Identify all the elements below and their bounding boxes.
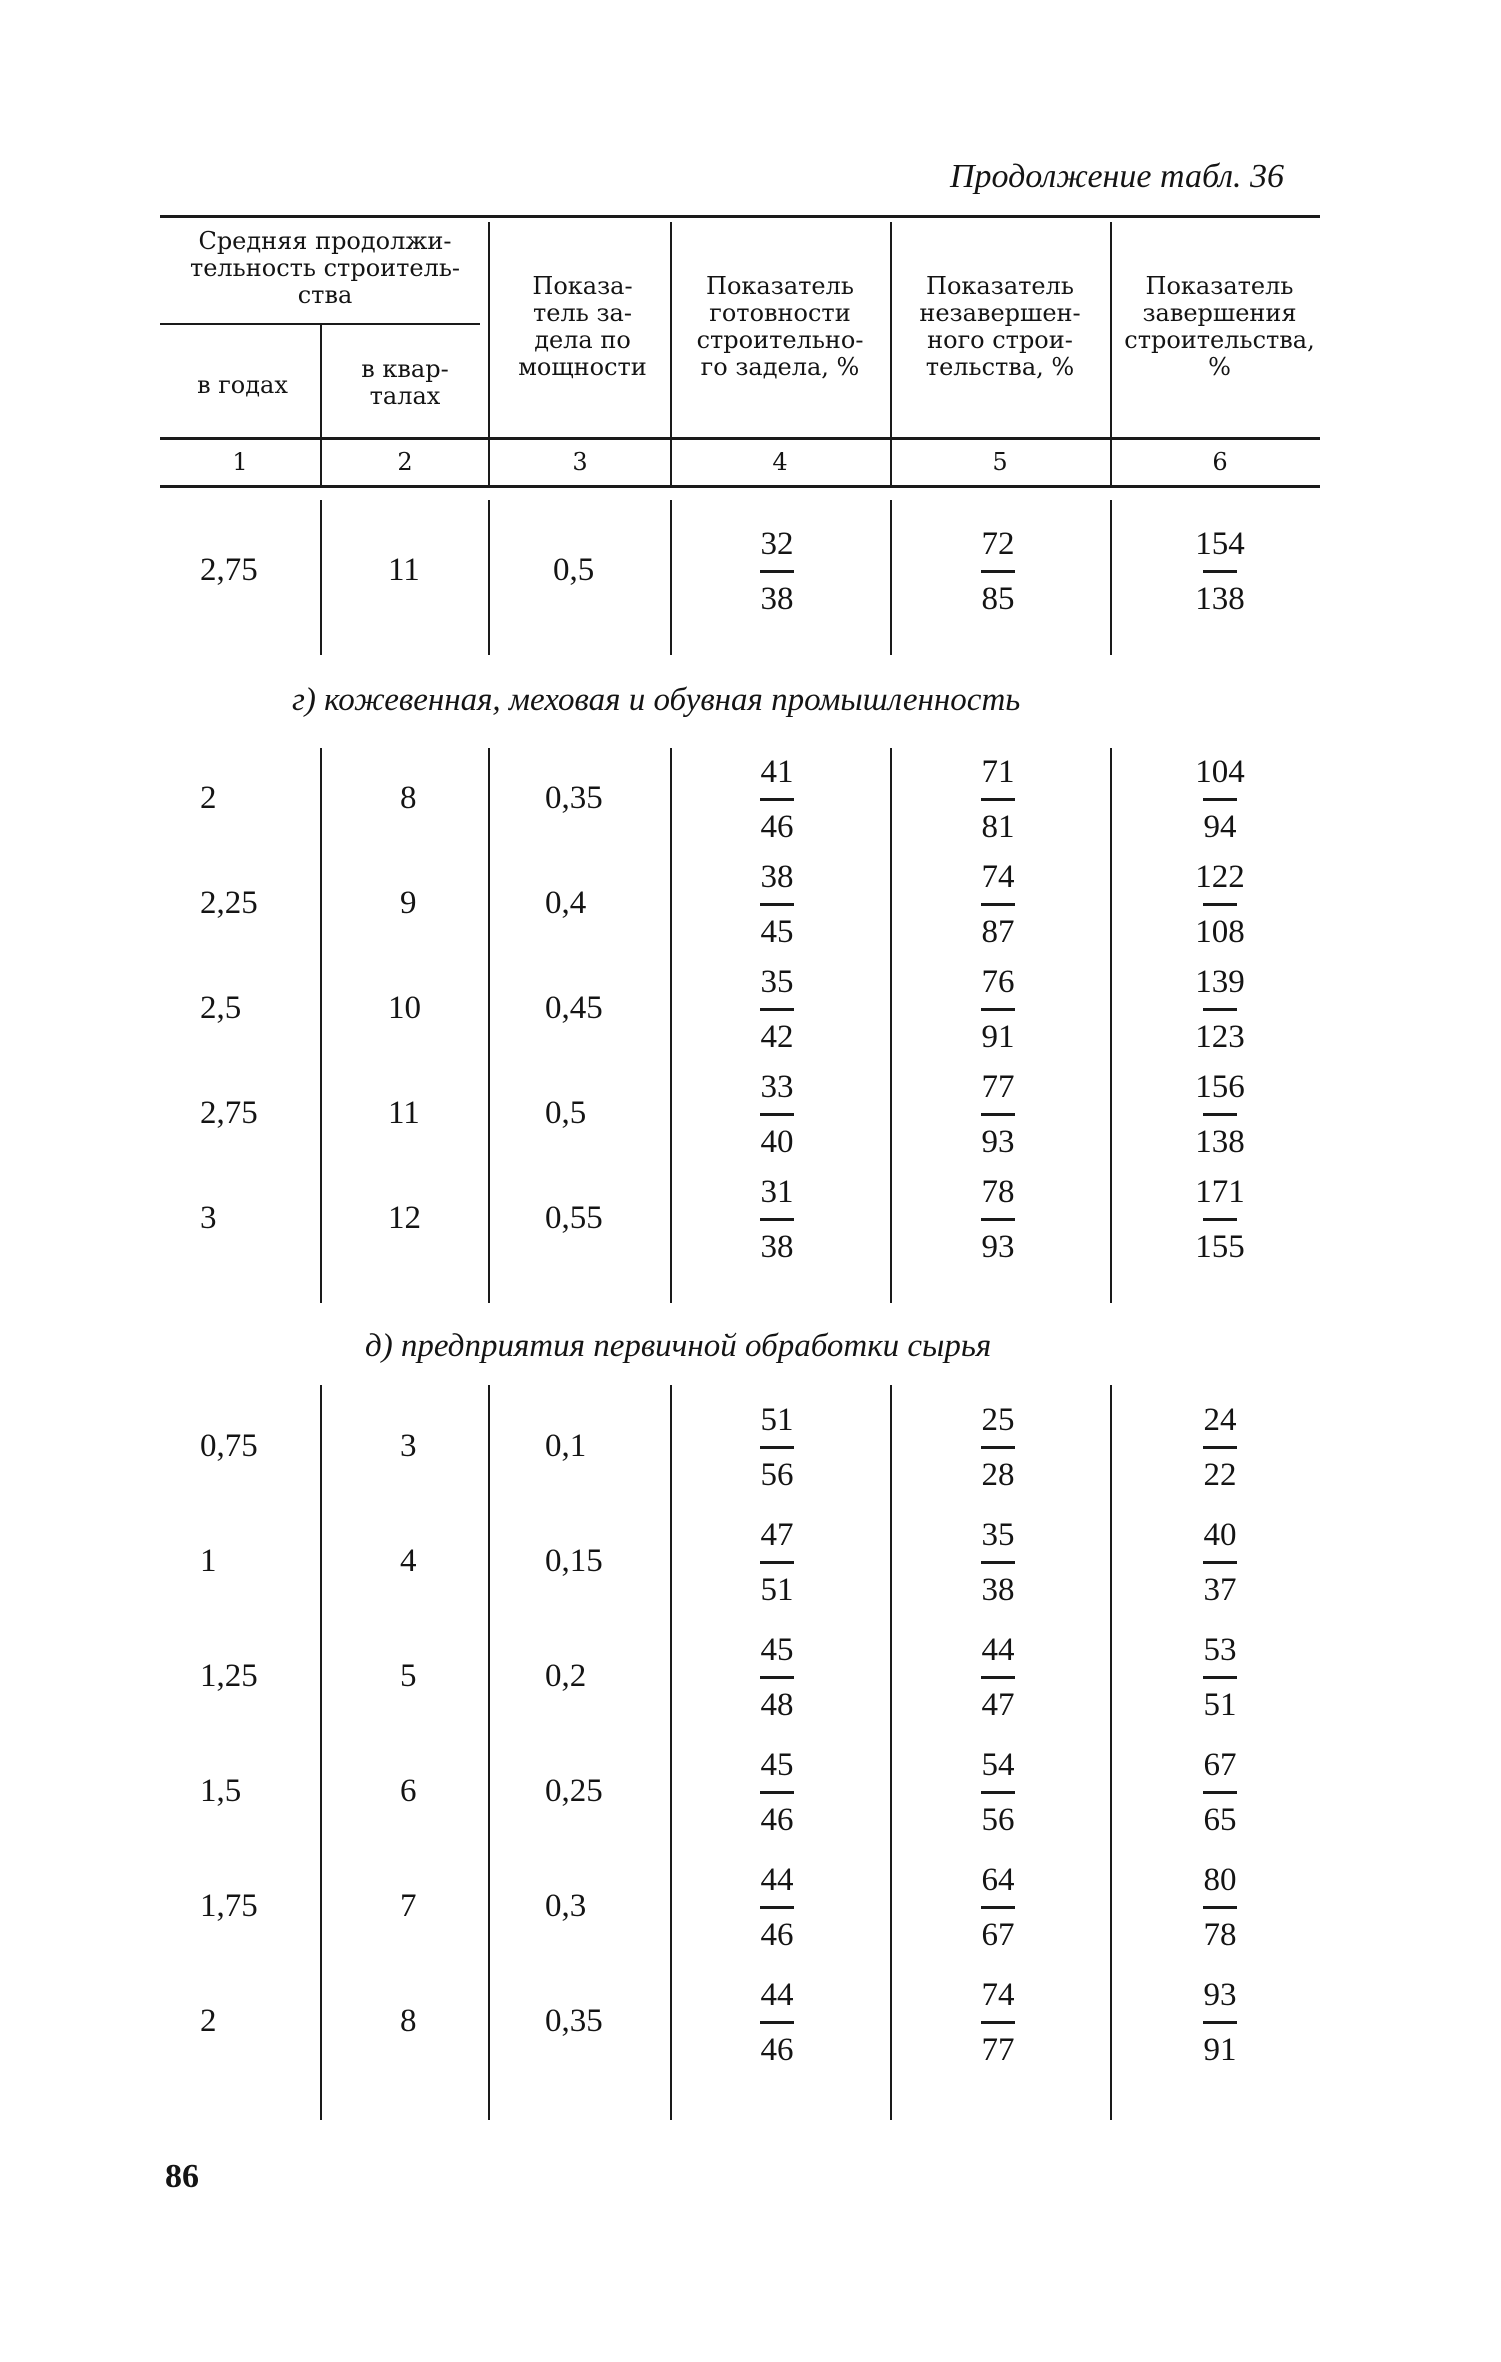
column-number: 5 (992, 448, 1008, 476)
cell-quarters: 4 (400, 1543, 417, 1579)
column-divider (890, 748, 892, 1303)
cell-years: 2,75 (200, 552, 258, 588)
column-divider (320, 500, 322, 655)
cell-readiness: 41 46 (760, 754, 794, 845)
header-reserve: Показа- тель за- дела по мощности (518, 272, 647, 381)
section-title: г) кожевенная, меховая и обувная промышленность (292, 682, 1021, 718)
cell-readiness: 45 46 (760, 1747, 794, 1838)
cell-quarters: 8 (400, 2003, 417, 2039)
column-number: 6 (1212, 448, 1228, 476)
cell-completion: 156 138 (1195, 1069, 1245, 1160)
cell-quarters: 11 (388, 552, 420, 588)
header-divider (320, 437, 322, 485)
cell-completion: 122 108 (1195, 859, 1245, 950)
header-unfinished: Показатель незавершен- ного строи- тельства, % (919, 272, 1081, 381)
cell-unfinished: 72 85 (981, 526, 1015, 617)
cell-unfinished: 35 38 (981, 1517, 1015, 1608)
cell-readiness: 31 38 (760, 1174, 794, 1265)
cell-years: 1,25 (200, 1658, 258, 1694)
header-divider (1110, 222, 1112, 485)
cell-quarters: 5 (400, 1658, 417, 1694)
section-title: д) предприятия первичной обработки сырья (365, 1328, 992, 1364)
cell-completion: 154 138 (1195, 526, 1245, 617)
cell-unfinished: 74 77 (981, 1977, 1015, 2068)
cell-readiness: 51 56 (760, 1402, 794, 1493)
column-divider (670, 500, 672, 655)
cell-completion: 24 22 (1203, 1402, 1237, 1493)
cell-reserve: 0,45 (545, 990, 603, 1026)
column-divider (1110, 1385, 1112, 2120)
cell-reserve: 0,35 (545, 780, 603, 816)
cell-quarters: 6 (400, 1773, 417, 1809)
cell-readiness: 47 51 (760, 1517, 794, 1608)
cell-reserve: 0,55 (545, 1200, 603, 1236)
column-number: 2 (397, 448, 413, 476)
cell-reserve: 0,5 (545, 1095, 587, 1131)
header-top-rule (160, 215, 1320, 218)
cell-years: 1,5 (200, 1773, 242, 1809)
cell-quarters: 10 (388, 990, 421, 1026)
cell-completion: 53 51 (1203, 1632, 1237, 1723)
cell-reserve: 0,2 (545, 1658, 587, 1694)
cell-unfinished: 54 56 (981, 1747, 1015, 1838)
cell-readiness: 44 46 (760, 1862, 794, 1953)
header-bottom-rule (160, 485, 1320, 488)
cell-readiness: 45 48 (760, 1632, 794, 1723)
column-divider (320, 1385, 322, 2120)
cell-readiness: 33 40 (760, 1069, 794, 1160)
cell-unfinished: 44 47 (981, 1632, 1015, 1723)
cell-completion: 80 78 (1203, 1862, 1237, 1953)
table-caption: Продолжение табл. 36 (950, 158, 1285, 195)
cell-completion: 139 123 (1195, 964, 1245, 1055)
header-mid-rule (160, 437, 1320, 440)
header-years: в годах (197, 371, 288, 399)
cell-readiness: 38 45 (760, 859, 794, 950)
column-number: 3 (572, 448, 588, 476)
column-divider (320, 748, 322, 1303)
cell-quarters: 7 (400, 1888, 417, 1924)
cell-reserve: 0,1 (545, 1428, 587, 1464)
column-divider (488, 500, 490, 655)
cell-years: 2,5 (200, 990, 242, 1026)
header-duration-group: Средняя продолжи- тельность строитель- ства (189, 227, 461, 309)
cell-unfinished: 71 81 (981, 754, 1015, 845)
cell-reserve: 0,3 (545, 1888, 587, 1924)
cell-reserve: 0,35 (545, 2003, 603, 2039)
cell-unfinished: 78 93 (981, 1174, 1015, 1265)
column-divider (1110, 500, 1112, 655)
column-number: 4 (772, 448, 788, 476)
column-divider (670, 1385, 672, 2120)
header-quarters: в квар- талах (361, 355, 449, 410)
cell-readiness: 32 38 (760, 526, 794, 617)
column-divider (890, 1385, 892, 2120)
cell-quarters: 3 (400, 1428, 417, 1464)
cell-reserve: 0,25 (545, 1773, 603, 1809)
column-divider (488, 1385, 490, 2120)
cell-unfinished: 64 67 (981, 1862, 1015, 1953)
cell-unfinished: 25 28 (981, 1402, 1015, 1493)
cell-years: 1 (200, 1543, 217, 1579)
cell-years: 0,75 (200, 1428, 258, 1464)
column-divider (1110, 748, 1112, 1303)
cell-years: 2,25 (200, 885, 258, 921)
cell-completion: 40 37 (1203, 1517, 1237, 1608)
cell-reserve: 0,5 (553, 552, 595, 588)
cell-readiness: 44 46 (760, 1977, 794, 2068)
cell-years: 2 (200, 2003, 217, 2039)
cell-unfinished: 74 87 (981, 859, 1015, 950)
column-divider (670, 748, 672, 1303)
page-number: 86 (165, 2158, 199, 2195)
cell-reserve: 0,15 (545, 1543, 603, 1579)
cell-years: 2 (200, 780, 217, 816)
cell-years: 1,75 (200, 1888, 258, 1924)
header-divider (488, 222, 490, 485)
cell-readiness: 35 42 (760, 964, 794, 1055)
header-completion: Показатель завершения строительства, % (1124, 272, 1315, 381)
cell-unfinished: 76 91 (981, 964, 1015, 1055)
header-divider (890, 222, 892, 485)
cell-completion: 104 94 (1195, 754, 1245, 845)
cell-completion: 67 65 (1203, 1747, 1237, 1838)
cell-years: 3 (200, 1200, 217, 1236)
cell-quarters: 12 (388, 1200, 421, 1236)
cell-unfinished: 77 93 (981, 1069, 1015, 1160)
cell-quarters: 11 (388, 1095, 420, 1131)
cell-completion: 93 91 (1203, 1977, 1237, 2068)
cell-years: 2,75 (200, 1095, 258, 1131)
column-divider (890, 500, 892, 655)
cell-quarters: 9 (400, 885, 417, 921)
header-readiness: Показатель готовности строительно- го задела, % (696, 272, 864, 381)
cell-quarters: 8 (400, 780, 417, 816)
column-number: 1 (232, 448, 248, 476)
cell-completion: 171 155 (1195, 1174, 1245, 1265)
cell-reserve: 0,4 (545, 885, 587, 921)
header-divider (670, 222, 672, 485)
column-divider (488, 748, 490, 1303)
